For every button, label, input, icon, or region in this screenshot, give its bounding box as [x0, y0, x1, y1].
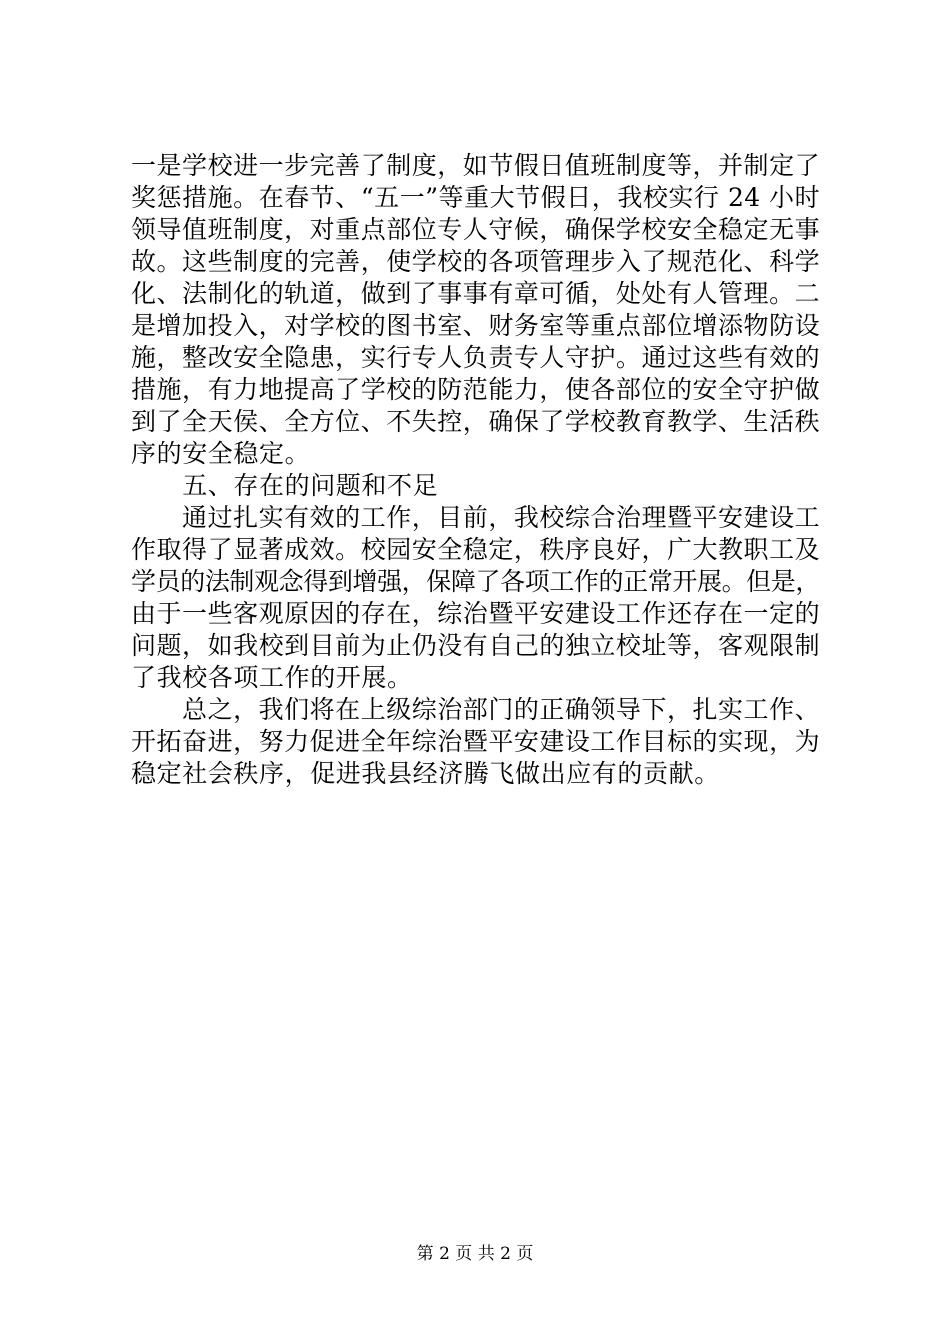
text-line: 学员的法制观念得到增强，保障了各项工作的正常开展。但是， [131, 567, 820, 596]
text-line: 问题，如我校到目前为止仍没有自己的独立校址等，客观限制 [131, 631, 820, 660]
text-line: 总之，我们将在上级综治部门的正确领导下，扎实工作、 [131, 695, 820, 724]
text-line: 化、法制化的轨道，做到了事事有章可循，处处有人管理。二 [131, 279, 820, 308]
body-text [131, 150, 820, 790]
text-line: 稳定社会秩序，促进我县经济腾飞做出应有的贡献。 [131, 759, 720, 788]
text-line: 领导值班制度，对重点部位专人守候，确保学校安全稳定无事 [131, 215, 820, 244]
text-line: 通过扎实有效的工作，目前，我校综合治理暨平安建设工 [131, 503, 820, 532]
text-line: 故。这些制度的完善，使学校的各项管理步入了规范化、科学 [131, 247, 820, 276]
text-line: 到了全天侯、全方位、不失控，确保了学校教育教学、生活秩 [131, 407, 820, 436]
text-line: 开拓奋进，努力促进全年综治暨平安建设工作目标的实现，为 [131, 727, 820, 756]
text-line: 施，整改安全隐患，实行专人负责专人守护。通过这些有效的 [131, 343, 820, 372]
text-line: 作取得了显著成效。校园安全稳定，秩序良好，广大教职工及 [131, 535, 820, 564]
text-line: 一是学校进一步完善了制度，如节假日值班制度等，并制定了 [131, 151, 820, 180]
page-footer: 第 2 页 共 2 页 [416, 1244, 534, 1264]
text-line: 了我校各项工作的开展。 [131, 663, 413, 692]
section-heading: 五、存在的问题和不足 [131, 471, 439, 500]
text-line: 由于一些客观原因的存在，综治暨平安建设工作还存在一定的 [131, 599, 820, 628]
text-line: 奖惩措施。在春节、“五一”等重大节假日，我校实行 24 小时 [131, 183, 820, 212]
text-line: 是增加投入，对学校的图书室、财务室等重点部位增添物防设 [131, 311, 820, 340]
text-line: 序的安全稳定。 [131, 439, 311, 468]
text-line: 措施，有力地提高了学校的防范能力，使各部位的安全守护做 [131, 375, 820, 404]
